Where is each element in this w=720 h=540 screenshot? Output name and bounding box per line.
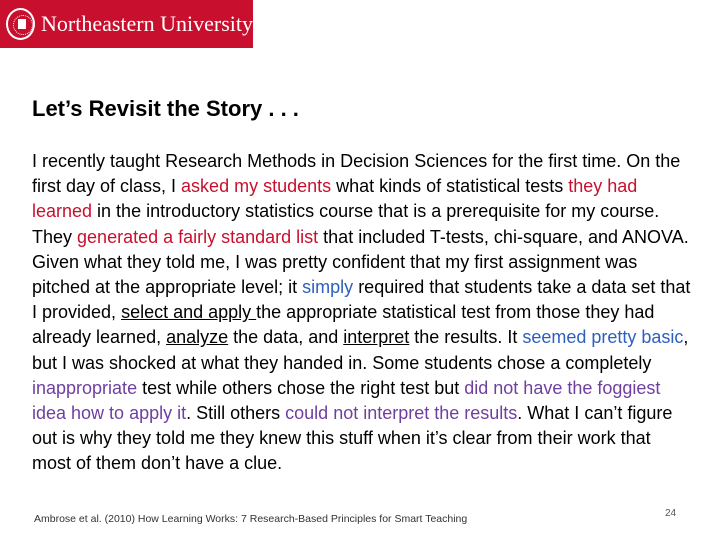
underlined-text: select and apply <box>121 302 257 323</box>
highlight-red: asked my students <box>181 176 332 197</box>
header-bar <box>0 0 253 48</box>
text-segment: the appropriate statistical test from those they had already learned, <box>32 302 655 348</box>
underlined-text: interpret <box>343 327 410 348</box>
highlight-blue: simply <box>302 277 354 298</box>
text-segment: I recently taught Research Methods in Decision Sciences for the first time. On the first day of class, I <box>32 151 681 197</box>
footer-citation: Ambrose et al. (2010) How Learning Works: 7 Research-Based Principles for Smart Teaching <box>34 513 468 525</box>
page-number: 24 <box>665 508 677 519</box>
slide-title: Let’s Revisit the Story . . . <box>32 96 299 121</box>
highlight-red: generated a fairly standard list <box>77 226 319 247</box>
university-name: Northeastern University <box>41 11 253 36</box>
university-seal-icon <box>6 8 35 40</box>
text-segment: the data, and <box>228 327 344 348</box>
text-segment: . What I can’t figure out is why they told me they knew this stuff when it’s clear from their work that most of them don’t have a clue. <box>32 403 673 474</box>
highlight-purple: could not interpret the results <box>285 403 518 424</box>
text-segment: in the introductory statistics course that is a prerequisite for my course. They <box>32 201 660 247</box>
text-segment: . Still others <box>186 403 286 424</box>
highlight-blue: seemed pretty basic <box>522 327 684 348</box>
text-segment: that included T-tests, chi-square, and ANOVA. Given what they told me, I was pretty confident that my first assignment was pitched at the appropriate level; it <box>32 226 689 298</box>
story-paragraph <box>32 149 692 477</box>
highlight-red: they had learned <box>32 176 638 222</box>
highlight-purple: inappropriate <box>32 377 138 398</box>
text-segment: required that students take a data set that I provided, <box>32 277 691 323</box>
text-segment: what kinds of statistical tests <box>331 176 569 197</box>
text-segment: the results. It <box>409 327 523 348</box>
underlined-text: analyze <box>166 327 229 348</box>
highlight-purple: did not have the foggiest idea how to apply it <box>32 377 661 424</box>
text-segment: test while others chose the right test but <box>137 377 465 398</box>
text-segment: , but I was shocked at what they handed in. Some students chose a completely <box>32 327 689 373</box>
